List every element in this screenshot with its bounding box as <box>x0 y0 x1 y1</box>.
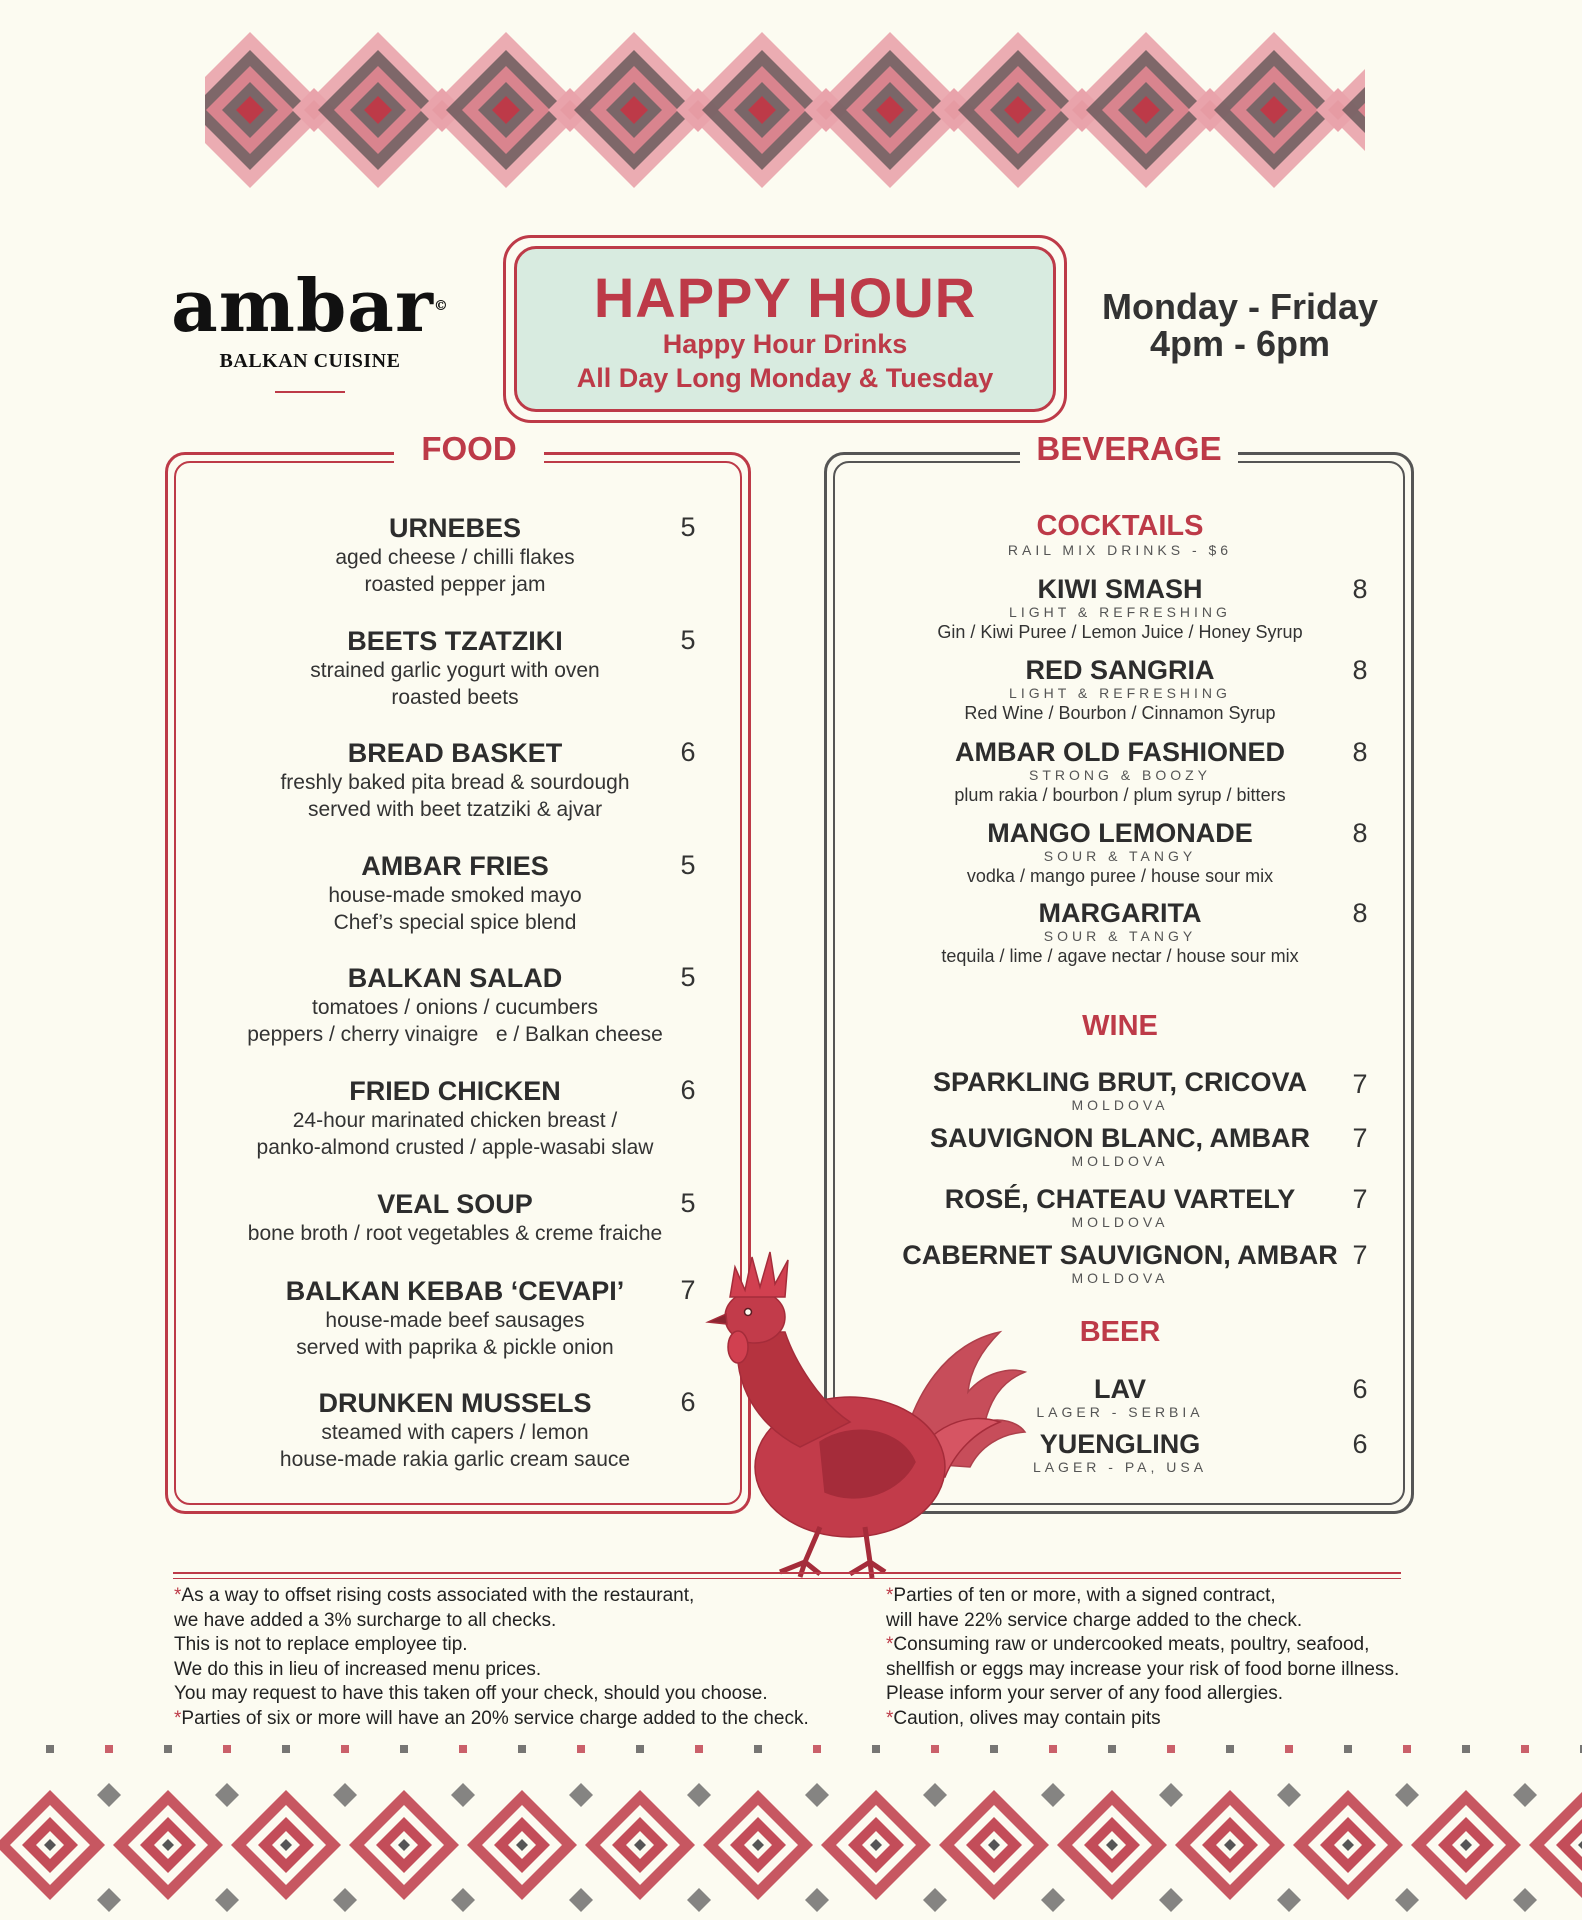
asterisk: * <box>886 1634 894 1655</box>
food-item-desc: house-made beef sausages <box>325 1309 585 1332</box>
food-item-desc: served with beet tzatziki & ajvar <box>307 798 603 821</box>
food-item-price: 5 <box>680 625 696 655</box>
cocktail-desc: Red Wine / Bourbon / Cinnamon Syrup <box>964 703 1276 723</box>
cocktail-desc: vodka / mango puree / house sour mix <box>966 866 1274 886</box>
footer-notes-right <box>886 1584 1446 1731</box>
cocktails-title: COCKTAILS <box>1036 510 1204 542</box>
footer-note <box>886 1609 1446 1634</box>
wine-item <box>840 1067 1400 1113</box>
beverage-section-title: BEVERAGE <box>1020 430 1238 468</box>
footer-note <box>174 1682 874 1707</box>
food-item-desc: house-made rakia garlic cream sauce <box>279 1448 631 1471</box>
food-item-price: 6 <box>680 1075 696 1105</box>
cocktail-price: 8 <box>1352 737 1368 767</box>
food-item-desc: house-made smoked mayo <box>328 884 582 907</box>
footer-note-text: This is not to replace employee tip. <box>174 1634 468 1655</box>
food-item <box>180 850 730 936</box>
logo-divider <box>275 391 345 393</box>
wine-price: 7 <box>1352 1240 1368 1270</box>
footer-note <box>174 1633 874 1658</box>
cocktail-price: 8 <box>1352 818 1368 848</box>
footer-note-text: You may request to have this taken off your check, should you choose. <box>174 1683 768 1704</box>
food-item-name: BALKAN KEBAB ‘CEVAPI’ <box>285 1276 625 1306</box>
logo <box>160 263 460 393</box>
cocktail-style: SOUR & TANGY <box>1043 848 1197 864</box>
happy-hour-title: HAPPY HOUR <box>593 266 977 329</box>
food-item-desc: Chef’s special spice blend <box>333 911 577 934</box>
happy-hour-line-2: All Day Long Monday & Tuesday <box>576 363 994 393</box>
food-item-desc: panko-almond crusted / apple-wasabi slaw <box>256 1136 654 1159</box>
footer-note-text: shellfish or eggs may increase your risk of food borne illness. <box>886 1658 1400 1680</box>
wine-name: SAUVIGNON BLANC, AMBAR <box>930 1123 1310 1153</box>
footer-note <box>174 1658 874 1683</box>
cocktail-name: RED SANGRIA <box>1025 655 1215 685</box>
food-item-price: 6 <box>680 1387 696 1417</box>
asterisk: * <box>886 1707 894 1729</box>
rooster-illustration <box>700 1222 1030 1582</box>
footer-note-text: we have added a 3% surcharge to all checks. <box>174 1609 557 1631</box>
food-item-desc: 24-hour marinated chicken breast / <box>292 1109 618 1132</box>
wine-name: ROSÉ, CHATEAU VARTELY <box>944 1184 1296 1214</box>
food-item-price: 6 <box>680 737 696 767</box>
food-item-price: 7 <box>680 1275 696 1305</box>
food-item-name: VEAL SOUP <box>377 1189 533 1219</box>
wine-price: 7 <box>1352 1184 1368 1214</box>
cocktail-name: KIWI SMASH <box>1037 574 1203 604</box>
cocktail-style: STRONG & BOOZY <box>1028 767 1211 783</box>
cocktail-style: LIGHT & REFRESHING <box>1009 685 1231 701</box>
happy-hour-box <box>514 246 1056 412</box>
footer-divider-thin <box>173 1578 1401 1579</box>
cocktails-heading <box>840 510 1400 558</box>
schedule-days: Monday - Friday <box>1101 286 1379 327</box>
footer-note <box>174 1609 874 1634</box>
asterisk: * <box>886 1585 894 1606</box>
asterisk: * <box>174 1707 182 1729</box>
footer-note <box>174 1707 874 1732</box>
asterisk: * <box>174 1585 182 1606</box>
cocktail-item <box>840 737 1400 807</box>
cocktail-price: 8 <box>1352 898 1368 928</box>
cocktail-style: LIGHT & REFRESHING <box>1009 604 1231 620</box>
food-item <box>180 962 730 1048</box>
beer-name: LAV <box>1094 1374 1146 1404</box>
cocktail-desc: plum rakia / bourbon / plum syrup / bitters <box>954 785 1286 805</box>
wine-origin: MOLDOVA <box>1071 1153 1169 1169</box>
logo-subtitle: BALKAN CUISINE <box>219 350 401 372</box>
footer-note-text: Caution, olives may contain pits <box>893 1707 1161 1729</box>
food-item <box>180 1075 730 1161</box>
cocktail-price: 8 <box>1352 574 1368 604</box>
wine-price: 7 <box>1352 1123 1368 1153</box>
food-item-name: BREAD BASKET <box>347 738 563 768</box>
food-item-name: BEETS TZATZIKI <box>347 626 563 656</box>
food-item <box>180 737 730 823</box>
wine-name: CABERNET SAUVIGNON, AMBAR <box>902 1240 1338 1270</box>
cocktail-price: 8 <box>1352 655 1368 685</box>
food-item-name: DRUNKEN MUSSELS <box>318 1388 592 1418</box>
food-item-desc: bone broth / root vegetables & creme fraiche <box>247 1222 663 1245</box>
beer-style: LAGER - SERBIA <box>1036 1404 1204 1420</box>
schedule-hours: 4pm - 6pm <box>1149 323 1331 364</box>
wine-origin: MOLDOVA <box>1071 1214 1169 1230</box>
schedule <box>1080 288 1400 362</box>
food-item-desc: steamed with capers / lemon <box>321 1421 589 1444</box>
cocktail-name: AMBAR OLD FASHIONED <box>955 737 1285 767</box>
footer-note <box>886 1633 1446 1658</box>
food-item-name: BALKAN SALAD <box>347 963 563 993</box>
beer-style: LAGER - PA, USA <box>1032 1459 1208 1475</box>
food-item-price: 5 <box>680 850 696 880</box>
cocktail-item <box>840 818 1400 888</box>
food-item-desc: aged cheese / chilli flakes <box>335 546 575 569</box>
food-section-title: FOOD <box>394 430 544 468</box>
food-item <box>180 1275 730 1361</box>
footer-note-text: Parties of six or more will have an 20% service charge added to the check. <box>181 1707 809 1729</box>
food-item-desc: peppers / cherry vinaigre e / Balkan cheese <box>247 1023 663 1046</box>
happy-hour-line-1: Happy Hour Drinks <box>662 329 908 359</box>
top-embroidery-band <box>205 28 1365 193</box>
wine-origin: MOLDOVA <box>1071 1270 1169 1286</box>
footer-note <box>886 1658 1446 1683</box>
food-item-desc: strained garlic yogurt with oven <box>310 659 600 682</box>
cocktail-item <box>840 574 1400 644</box>
beer-name: YUENGLING <box>1039 1429 1201 1459</box>
cocktail-name: MANGO LEMONADE <box>987 818 1253 848</box>
cocktails-note: RAIL MIX DRINKS - $6 <box>1007 542 1233 558</box>
food-item-price: 5 <box>680 962 696 992</box>
wine-price: 7 <box>1352 1069 1368 1099</box>
food-item-name: FRIED CHICKEN <box>349 1076 561 1106</box>
cocktail-item <box>840 898 1400 968</box>
cocktail-name: MARGARITA <box>1038 898 1202 928</box>
footer-notes-left <box>174 1584 874 1731</box>
food-item-desc: served with paprika & pickle onion <box>296 1336 614 1359</box>
footer-note-text: As a way to offset rising costs associated with the restaurant, <box>181 1585 695 1606</box>
footer-note-text: will have 22% service charge added to the check. <box>886 1609 1303 1631</box>
footer-note <box>174 1584 874 1609</box>
food-item <box>180 512 730 598</box>
logo-word: ambar <box>171 263 434 348</box>
cocktail-desc: Gin / Kiwi Puree / Lemon Juice / Honey Syrup <box>937 622 1303 642</box>
food-item-price: 5 <box>680 1188 696 1218</box>
wine-name: SPARKLING BRUT, CRICOVA <box>932 1067 1307 1097</box>
wine-title: WINE <box>1082 1010 1158 1042</box>
food-item-desc: roasted pepper jam <box>364 573 546 596</box>
beer-price: 6 <box>1352 1374 1368 1404</box>
wine-origin: MOLDOVA <box>1071 1097 1169 1113</box>
food-item-desc: tomatoes / onions / cucumbers <box>312 996 598 1019</box>
food-item <box>180 1188 730 1247</box>
footer-note-text: Please inform your server of any food allergies. <box>886 1683 1284 1704</box>
food-item <box>180 625 730 711</box>
wine-item <box>840 1123 1400 1169</box>
footer-note <box>886 1584 1446 1609</box>
food-item-price: 5 <box>680 512 696 542</box>
footer-note <box>886 1707 1446 1732</box>
cocktail-item <box>840 655 1400 725</box>
footer-note-text: Consuming raw or undercooked meats, poultry, seafood, <box>893 1634 1370 1655</box>
beer-price: 6 <box>1352 1429 1368 1459</box>
food-item-desc: freshly baked pita bread & sourdough <box>280 771 630 794</box>
food-item <box>180 1387 730 1473</box>
footer-divider <box>173 1572 1401 1574</box>
footer-note-text: Parties of ten or more, with a signed contract, <box>893 1585 1276 1606</box>
beer-title: BEER <box>1079 1316 1161 1348</box>
food-item-desc: roasted beets <box>391 686 519 709</box>
cocktail-desc: tequila / lime / agave nectar / house sour mix <box>941 946 1299 966</box>
registered-mark: © <box>433 298 449 314</box>
cocktail-style: SOUR & TANGY <box>1043 928 1197 944</box>
food-item-name: AMBAR FRIES <box>361 851 549 881</box>
bottom-embroidery-band <box>0 1735 1582 1920</box>
food-item-name: URNEBES <box>388 513 522 543</box>
footer-note <box>886 1682 1446 1707</box>
footer-note-text: We do this in lieu of increased menu prices. <box>174 1658 542 1680</box>
